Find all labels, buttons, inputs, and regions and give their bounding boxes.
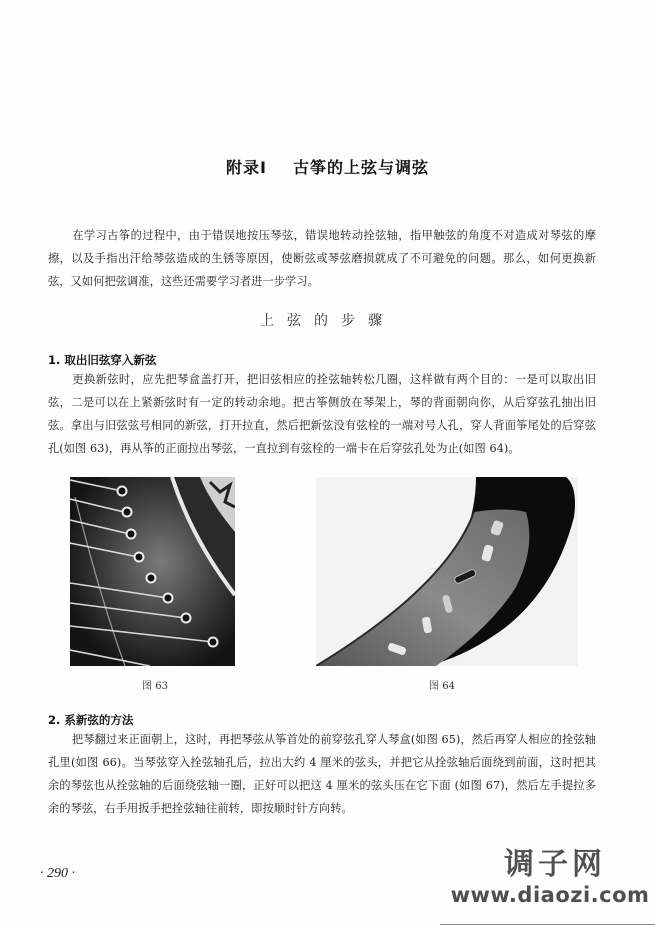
step-2-body bbox=[48, 728, 596, 820]
watermark bbox=[450, 847, 655, 908]
figure-64-caption: 图 64 bbox=[429, 681, 455, 692]
figure-63-photo bbox=[70, 477, 235, 666]
step-2-heading: 2. 系新弦的方法 bbox=[48, 713, 134, 727]
section-title: 上弦的步骤 bbox=[260, 313, 395, 329]
chapter-title-text: 古筝的上弦与调弦 bbox=[292, 158, 429, 177]
page-number: · 290 · bbox=[40, 866, 75, 881]
guzheng-strings-illustration bbox=[70, 477, 235, 666]
figure-64-photo bbox=[316, 477, 578, 666]
guzheng-pegs-illustration bbox=[316, 477, 578, 666]
watermark-url: www.diaozi.com bbox=[450, 883, 650, 907]
intro-paragraph bbox=[48, 224, 596, 293]
appendix-label: 附录Ⅰ bbox=[226, 158, 267, 177]
intro-paragraph-text: 在学习古筝的过程中，由于错误地按压琴弦，错误地转动拴弦轴，指甲触弦的角度不对造成对琴弦的摩擦，以及手指出汗给琴弦造成的生锈等原因，使断弦或琴弦磨损就成了不可避免的问题。那么，如何更换新弦，又如何把弦调准，这些还需要学习者进一步学习。 bbox=[48, 229, 596, 288]
figure-63-caption: 图 63 bbox=[142, 681, 168, 692]
watermark-site-name: 调子网 bbox=[504, 847, 606, 882]
chapter-title bbox=[0, 155, 655, 178]
watermark-underline bbox=[440, 924, 655, 925]
step-1-body-text: 更换新弦时，应先把琴盒盖打开，把旧弦相应的拴弦轴转松几圈，这样做有两个目的：一是可以取出旧弦，二是可以在上紧新弦时有一定的转动余地。把古筝侧放在琴架上，琴的背面朝向你，从后穿弦孔抽出旧弦。拿出与旧弦弦号相同的新弦，打开拉直，然后把新弦没有弦栓的一端对号人孔，穿人背面筝尾处的后穿弦孔(如图 63)，再从筝的正面拉出琴弦，一直拉到有弦栓的一端卡在后穿弦孔处为止(如图 64)。 bbox=[48, 373, 596, 455]
step-2-body-text: 把琴翻过来正面朝上，这时，再把琴弦从筝首处的前穿弦孔穿人琴盒(如图 65)，然后再穿人相应的拴弦轴孔里(如图 66)。当琴弦穿入拴弦轴孔后，拉出大约 4 厘米的弦头，并把它从拴弦轴后面绕到前面，这时把其余的琴弦也从拴弦轴的后面绕弦轴一圈，正好可以把这 4 厘米的弦头压在它下面 (如图 67)，然后左手提拉多余的琴弦，右手用扳手把拴弦轴往前转，即按顺时针方向转。 bbox=[48, 733, 596, 815]
step-1-body bbox=[48, 368, 596, 460]
step-1-heading: 1. 取出旧弦穿入新弦 bbox=[48, 353, 157, 367]
